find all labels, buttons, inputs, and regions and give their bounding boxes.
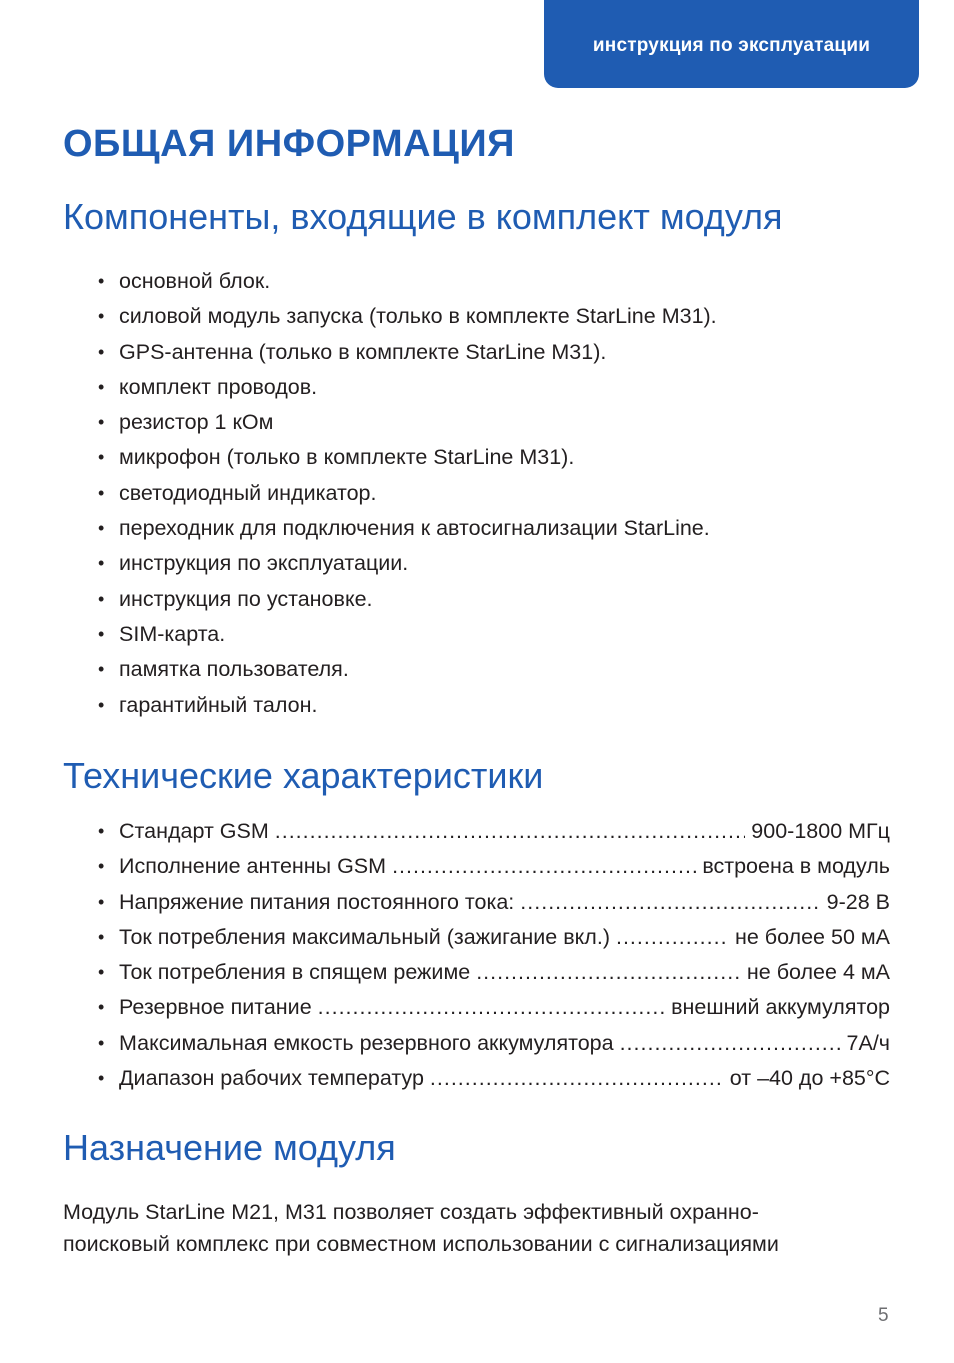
spec-item: [98, 955, 890, 990]
spec-label: • Ток потребления в спящем режиме: [119, 960, 471, 985]
spec-label: • Стандарт GSM: [119, 819, 269, 843]
spec-value: 7А/ч: [846, 1030, 890, 1055]
spec-item: [98, 814, 890, 849]
component-item: • микрофон (только в комплекте StarLine M31).: [98, 440, 717, 475]
header-tab-label: инструкция по эксплуатации: [592, 35, 871, 56]
component-item: • силовой модуль запуска (только в комплекте StarLine M31).: [98, 299, 717, 334]
spec-item: [98, 920, 890, 955]
page-number: 5: [878, 1305, 889, 1326]
specs-list: [98, 814, 890, 1096]
spec-item: [98, 1026, 890, 1061]
dot-leader: [620, 1026, 841, 1061]
component-item: • комплект проводов.: [98, 370, 717, 405]
paragraph-line: поисковый комплекс при совместном использовании с сигнализациями: [63, 1232, 779, 1256]
spec-label: • Ток потребления максимальный (зажигание вкл.): [119, 924, 610, 949]
component-item: • инструкция по эксплуатации.: [98, 546, 717, 581]
spec-value: 900-1800 МГц: [751, 819, 890, 843]
component-item: • резистор 1 кОм: [98, 405, 717, 440]
spec-item: [98, 849, 890, 884]
component-item: • переходник для подключения к автосигнализации StarLine.: [98, 511, 717, 546]
spec-label: • Напряжение питания постоянного тока:: [119, 889, 515, 914]
spec-value: не более 50 мА: [734, 924, 890, 949]
components-heading: Компоненты, входящие в комплект модуля: [63, 196, 783, 237]
purpose-paragraph: [63, 1196, 779, 1260]
spec-value: от –40 до +85°C: [729, 1066, 890, 1091]
component-item: • GPS-антенна (только в комплекте StarLine M31).: [98, 335, 717, 370]
component-item: • гарантийный талон.: [98, 688, 717, 723]
component-item: • светодиодный индикатор.: [98, 476, 717, 511]
spec-value: не более 4 мА: [746, 960, 890, 985]
components-list: [98, 264, 717, 723]
spec-item: [98, 1061, 890, 1096]
dot-leader: [318, 990, 665, 1025]
dot-leader: [520, 885, 820, 920]
spec-label: • Исполнение антенны GSM: [119, 854, 387, 879]
spec-value: внешний аккумулятор: [671, 995, 890, 1020]
spec-value: встроена в модуль: [702, 854, 890, 879]
spec-label: • Максимальная емкость резервного аккумулятора: [119, 1030, 614, 1055]
paragraph-line: Модуль StarLine M21, M31 позволяет создать эффективный охранно-: [63, 1200, 759, 1224]
header-tab: [544, 0, 919, 88]
spec-item: [98, 990, 890, 1025]
spec-label: • Диапазон рабочих температур: [119, 1066, 424, 1091]
spec-label: • Резервное питание: [119, 995, 312, 1020]
dot-leader: [275, 814, 746, 849]
dot-leader: [392, 849, 696, 884]
component-item: • памятка пользователя.: [98, 652, 717, 687]
component-item: • инструкция по установке.: [98, 582, 717, 617]
component-item: • основной блок.: [98, 264, 717, 299]
page-title: ОБЩАЯ ИНФОРМАЦИЯ: [63, 123, 515, 165]
dot-leader: [430, 1061, 724, 1096]
spec-value: 9-28 В: [826, 889, 890, 914]
purpose-heading: Назначение модуля: [63, 1127, 396, 1168]
dot-leader: [476, 955, 741, 990]
dot-leader: [616, 920, 729, 955]
specs-heading: Технические характеристики: [63, 755, 544, 796]
component-item: • SIM-карта.: [98, 617, 717, 652]
spec-item: [98, 885, 890, 920]
